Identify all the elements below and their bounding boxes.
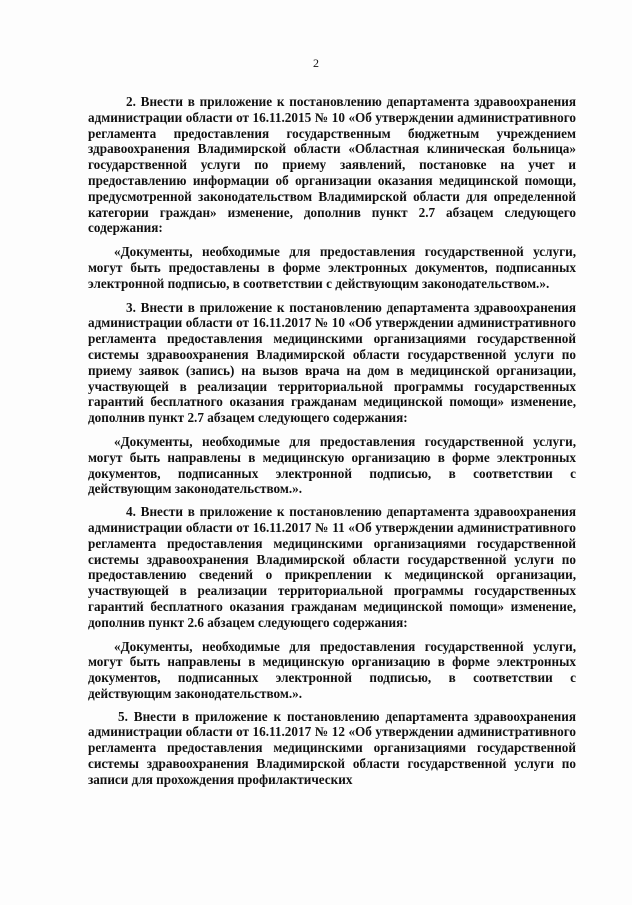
section-5 [88, 709, 576, 788]
section-3-quote: «Документы, необходимые для предоставления государственной услуги, могут быть направлены в медицинскую организацию в форме электронных документов, подписанных электронной подписью, в соответствии с действующим законодательством.». [88, 433, 576, 497]
section-4-quote: «Документы, необходимые для предоставления государственной услуги, могут быть направлены в медицинскую организацию в форме электронных документов, подписанных электронной подписью, в соответствии с действующим законодательством.». [88, 638, 576, 701]
section-4-paragraph: 4. Внести в приложение к постановлению департамента здравоохранения администрации области от 16.11.2017 № 11 «Об утверждении административного регламента предоставления медицинскими организациями государственной системы здравоохранения Владимирской области государственной услуги по предоставлению сведений о прикреплении к медицинской организации, участвующей в реализации территориальной программы государственных гарантий бесплатного оказания гражданам медицинской помощи» изменение, дополнив пункт 2.6 абзацем следующего содержания: [88, 504, 576, 630]
section-5-paragraph: 5. Внести в приложение к постановлению департамента здравоохранения администрации области от 16.11.2017 № 12 «Об утверждении административного регламента предоставления медицинскими организациями государственной системы здравоохранения Владимирской области государственной услуги по записи для прохождения профилактических [88, 708, 576, 787]
section-3-paragraph: 3. Внести в приложение к постановлению департамента здравоохранения администрации области от 16.11.2017 № 10 «Об утверждении административного регламента предоставления медицинскими организациями государственной системы здравоохранения Владимирской области государственной услуги по приему заявок (запись) на вызов врача на дом в медицинской организации, участвующей в реализации территориальной программы государственных гарантий бесплатного оказания гражданам медицинской помощи» изменение, дополнив пункт 2.7 абзацем следующего содержания: [88, 299, 576, 426]
section-2-quote: «Документы, необходимые для предоставления государственной услуги, могут быть предоставлены в форме электронных документов, подписанных электронной подписью, в соответствии с действующим законодательством.». [88, 244, 576, 291]
document-body [88, 94, 576, 795]
section-2-paragraph: 2. Внести в приложение к постановлению департамента здравоохранения администрации области от 16.11.2015 № 10 «Об утверждении административного регламента предоставления государственным бюджетным учреждением здравоохранения Владимирской области «Областная клиническая больница» государственной услуги по приему заявлений, постановке на учет и предоставлению информации об организации оказания медицинской помощи, предусмотренной законодательством Владимирской области для определенной категории граждан» изменение, дополнив пункт 2.7 абзацем следующего содержания: [88, 94, 576, 236]
section-3 [88, 300, 576, 498]
section-2 [88, 94, 576, 292]
section-4 [88, 504, 576, 702]
page-number: 2 [313, 56, 319, 70]
